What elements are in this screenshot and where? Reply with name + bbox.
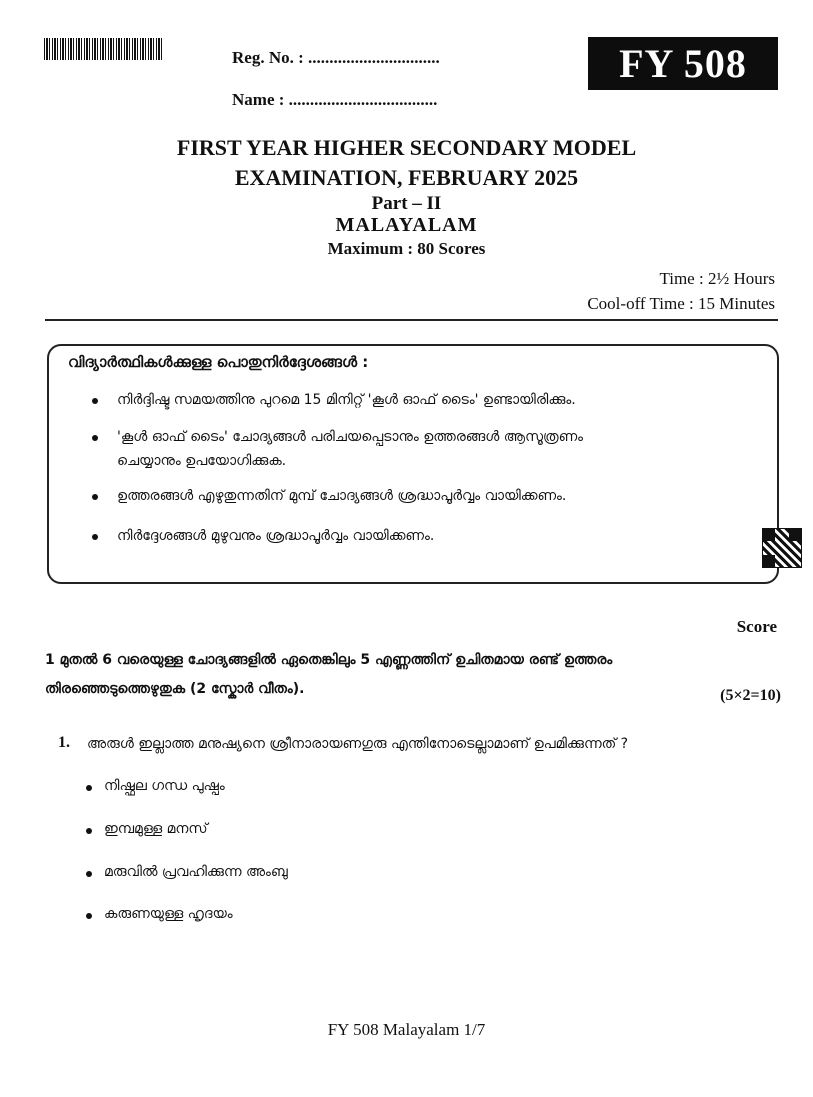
page-footer: FY 508 Malayalam 1/7 xyxy=(327,1020,486,1039)
max-score: Maximum : 80 Scores xyxy=(327,239,486,258)
instruction-item-continued: ചെയ്യാനും ഉപയോഗിക്കുക. xyxy=(117,453,287,469)
bullet-icon xyxy=(86,871,92,877)
answer-option: ഇമ്പമുള്ള മനസ് xyxy=(104,821,208,837)
time-duration: Time : 2½ Hours xyxy=(659,269,775,288)
bullet-icon xyxy=(86,785,92,791)
section-instruction-continued: തിരഞ്ഞെടുത്തെഴുതുക (2 സ്കോർ വീതം). xyxy=(45,681,305,697)
name-field: Name : ................................... xyxy=(232,90,438,109)
instruction-item: നിർദ്ദേശങ്ങൾ മുഴുവനും ശ്രദ്ധാപൂർവ്വം വായിക്കണം. xyxy=(117,528,435,544)
bullet-icon xyxy=(92,494,98,500)
question-text: അരുൾ ഇല്ലാത്ത മനുഷ്യനെ ശ്രീനാരായണഗുരു എന്തിനോടെല്ലാമാണ് ഉപമിക്കുന്നത് ? xyxy=(87,736,629,752)
instructions-title: വിദ്യാർത്ഥികൾക്കുള്ള പൊതുനിർദ്ദേശങ്ങൾ : xyxy=(68,353,369,371)
section-marks: (5×2=10) xyxy=(720,687,781,704)
bullet-icon xyxy=(86,828,92,834)
qr-code-icon xyxy=(762,528,802,568)
exam-title-line2: EXAMINATION, FEBRUARY 2025 xyxy=(234,165,579,190)
answer-option: കരുണയുള്ള ഹൃദയം xyxy=(104,906,233,922)
exam-subject: MALAYALAM xyxy=(335,214,478,236)
bullet-icon xyxy=(92,398,98,404)
exam-title-line1: FIRST YEAR HIGHER SECONDARY MODEL xyxy=(176,135,637,160)
bullet-icon xyxy=(86,913,92,919)
divider xyxy=(45,319,778,321)
bullet-icon xyxy=(92,435,98,441)
bullet-icon xyxy=(92,534,98,540)
answer-option: നിഷ്ഫല ഗന്ധ പുഷ്പം xyxy=(104,778,225,794)
reg-no-field: Reg. No. : ............................... xyxy=(232,48,440,67)
exam-part: Part – II xyxy=(371,193,442,214)
barcode xyxy=(44,38,164,60)
score-column-label: Score xyxy=(736,617,777,636)
answer-option: മരുവിൽ പ്രവഹിക്കുന്ന അംബു xyxy=(104,864,288,880)
instruction-item: നിർദ്ദിഷ്ട സമയത്തിനു പുറമെ 15 മിനിറ്റ് 'കൂൾ ഓഫ് ടൈം' ഉണ്ടായിരിക്കും. xyxy=(117,392,576,408)
section-instruction: 1 മുതൽ 6 വരെയുള്ള ചോദ്യങ്ങളിൽ ഏതെങ്കിലും 5 എണ്ണത്തിന് ഉചിതമായ രണ്ട് ഉത്തരം xyxy=(45,652,613,668)
paper-code-badge: FY 508 xyxy=(588,37,778,90)
question-number: 1. xyxy=(58,734,70,751)
cool-off-time: Cool-off Time : 15 Minutes xyxy=(587,294,775,313)
instruction-item: 'കൂൾ ഓഫ് ടൈം' ചോദ്യങ്ങൾ പരിചയപ്പെടാനും ഉത്തരങ്ങൾ ആസൂത്രണം xyxy=(117,429,584,445)
instruction-item: ഉത്തരങ്ങൾ എഴുതുന്നതിന് മുമ്പ് ചോദ്യങ്ങൾ ശ്രദ്ധാപൂർവ്വം വായിക്കണം. xyxy=(117,488,567,504)
